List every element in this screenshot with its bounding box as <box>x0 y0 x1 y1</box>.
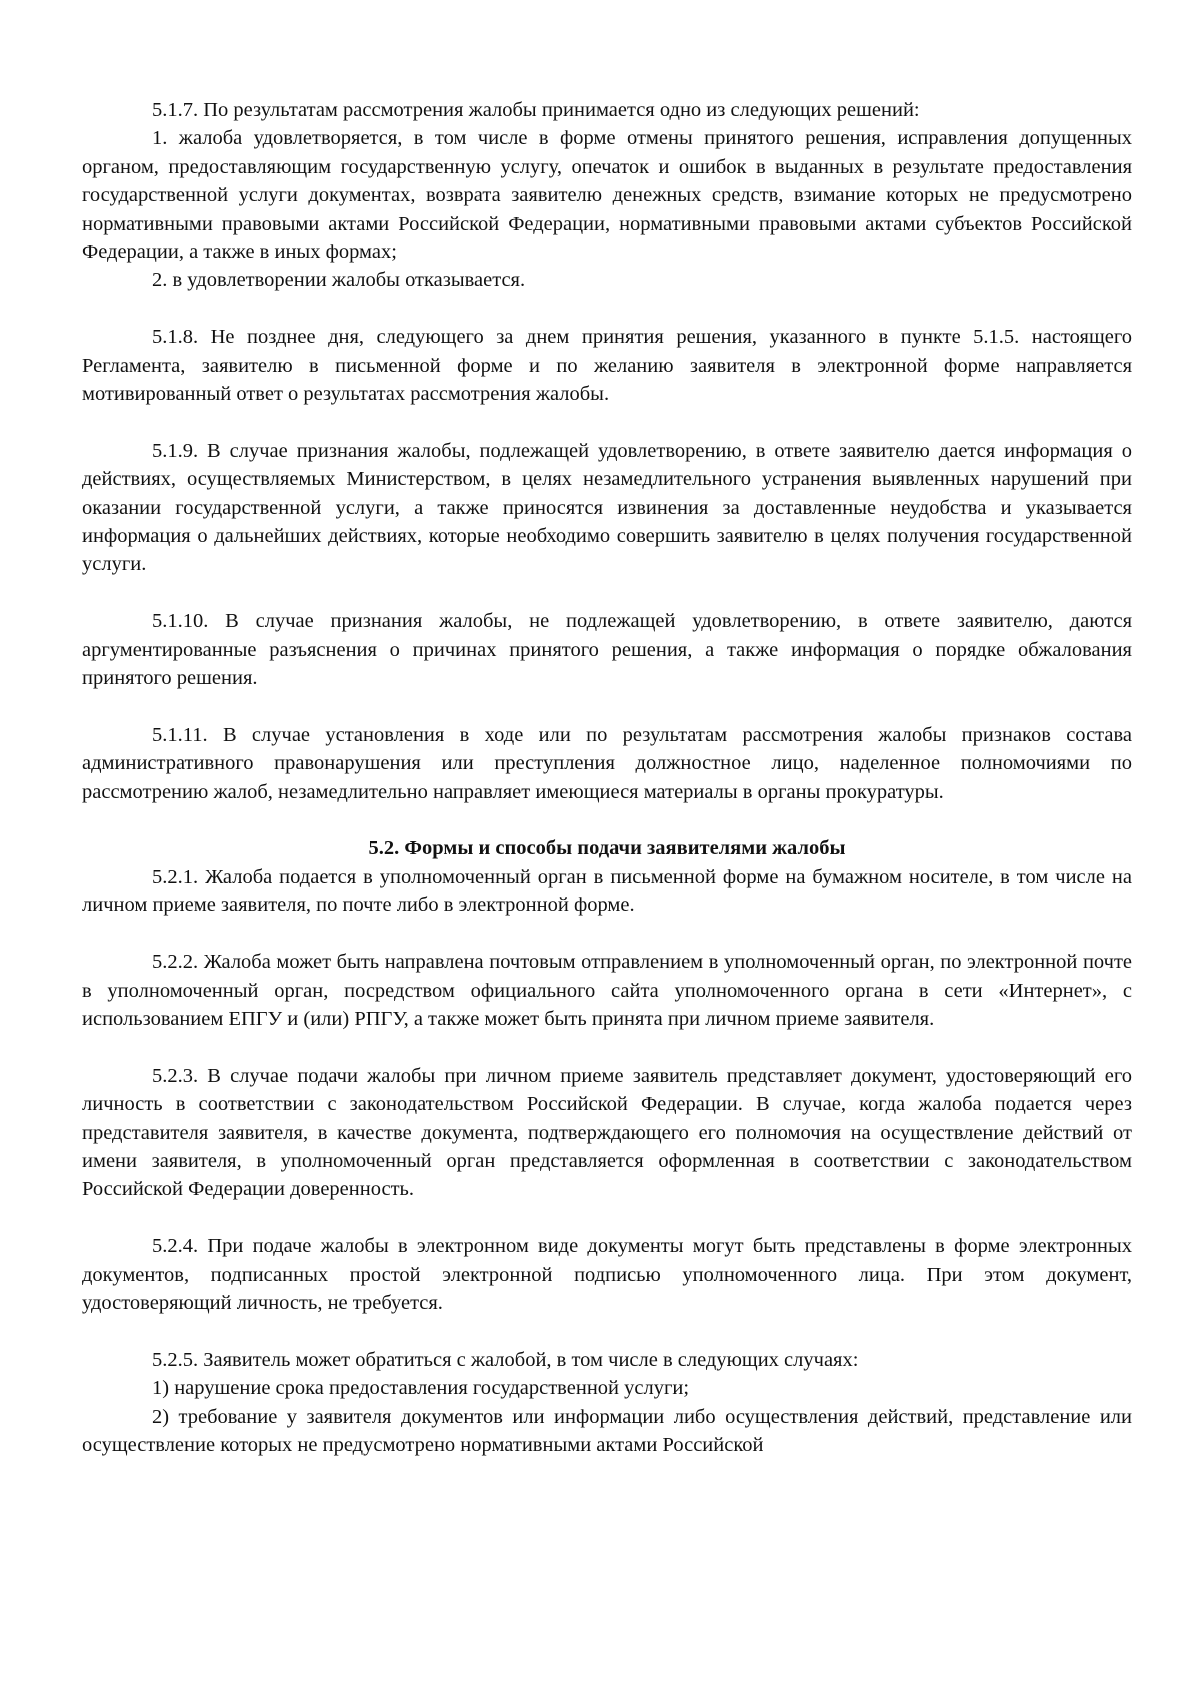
paragraph-5-2-3: 5.2.3. В случае подачи жалобы при личном приеме заявитель представляет документ, удостоверяющий его личность в соответствии с законодательством Российской Федерации. В случае, когда жалоба подается через представителя заявителя, в качестве документа, подтверждающего его полномочия на осуществление действий от имени заявителя, в уполномоченный орган представляется оформленная в соответствии с законодательством Российской Федерации доверенность. <box>82 1064 1132 1201</box>
paragraph-5-1-8: 5.1.8. Не позднее дня, следующего за днем принятия решения, указанного в пункте 5.1.5. настоящего Регламента, заявителю в письменной форме и по желанию заявителя в электронной форме направляется мотивированный ответ о результатах рассмотрения жалобы. <box>82 326 1132 406</box>
paragraph-5-2-1: 5.2.1. Жалоба подается в уполномоченный орган в письменной форме на бумажном носителе, в том числе на личном приеме заявителя, по почте либо в электронной форме. <box>82 865 1132 917</box>
paragraph-5-2-4: 5.2.4. При подаче жалобы в электронном виде документы могут быть представлены в форме электронных документов, подписанных простой электронной подписью уполномоченного лица. При этом документ, удостоверяющий личность, не требуется. <box>82 1235 1132 1314</box>
paragraph-5-1-7-item-1: 1. жалоба удовлетворяется, в том числе в форме отмены принятого решения, исправления допущенных органом, предоставляющим государственную услугу, опечаток и ошибок в выданных в результате предоставления государственной услуги документах, возврата заявителю денежных средств, взимание которых не предусмотрено нормативными правовыми актами Российской Федерации, нормативными правовыми актами субъектов Российской Федерации, а также в иных формах; <box>82 127 1132 264</box>
section-heading-5-2: 5.2. Формы и способы подачи заявителями жалобы <box>368 837 846 860</box>
paragraph-5-2-5-item-2: 2) требование у заявителя документов или информации либо осуществления действий, представление или осуществление которых не предусмотрено нормативными актами Российской <box>82 1405 1132 1456</box>
paragraph-5-2-5-item-1: 1) нарушение срока предоставления государственной услуги; <box>152 1377 690 1400</box>
paragraph-5-1-9: 5.1.9. В случае признания жалобы, подлежащей удовлетворению, в ответе заявителю дается информация о действиях, осуществляемых Министерством, в целях незамедлительного устранения выявленных нарушений при оказании государственной услуги, а также приносятся извинения за доставленные неудобства и указывается информация о дальнейших действиях, которые необходимо совершить заявителю в целях получения государственной услуги. <box>82 439 1132 576</box>
paragraph-5-1-11: 5.1.11. В случае установления в ходе или по результатам рассмотрения жалобы признаков состава административного правонарушения или преступления должностное лицо, наделенное полномочиями по рассмотрению жалоб, незамедлительно направляет имеющиеся материалы в органы прокуратуры. <box>82 723 1132 803</box>
paragraph-5-1-7-item-2: 2. в удовлетворении жалобы отказывается. <box>152 269 526 292</box>
document-page <box>82 96 1132 1459</box>
paragraph-5-2-2: 5.2.2. Жалоба может быть направлена почтовым отправлением в уполномоченный орган, по электронной почте в уполномоченный орган, посредством официального сайта уполномоченного органа в сети «Интернет», с использованием ЕПГУ и (или) РПГУ, а также может быть принята при личном приеме заявителя. <box>82 951 1132 1030</box>
paragraph-5-1-7: 5.1.7. По результатам рассмотрения жалобы принимается одно из следующих решений: <box>152 99 920 121</box>
paragraph-5-2-5: 5.2.5. Заявитель может обратиться с жалобой, в том числе в следующих случаях: <box>152 1348 859 1371</box>
paragraph-5-1-10: 5.1.10. В случае признания жалобы, не подлежащей удовлетворению, в ответе заявителю, даются аргументированные разъяснения о причинах принятого решения, а также информация о порядке обжалования принятого решения. <box>82 610 1132 690</box>
